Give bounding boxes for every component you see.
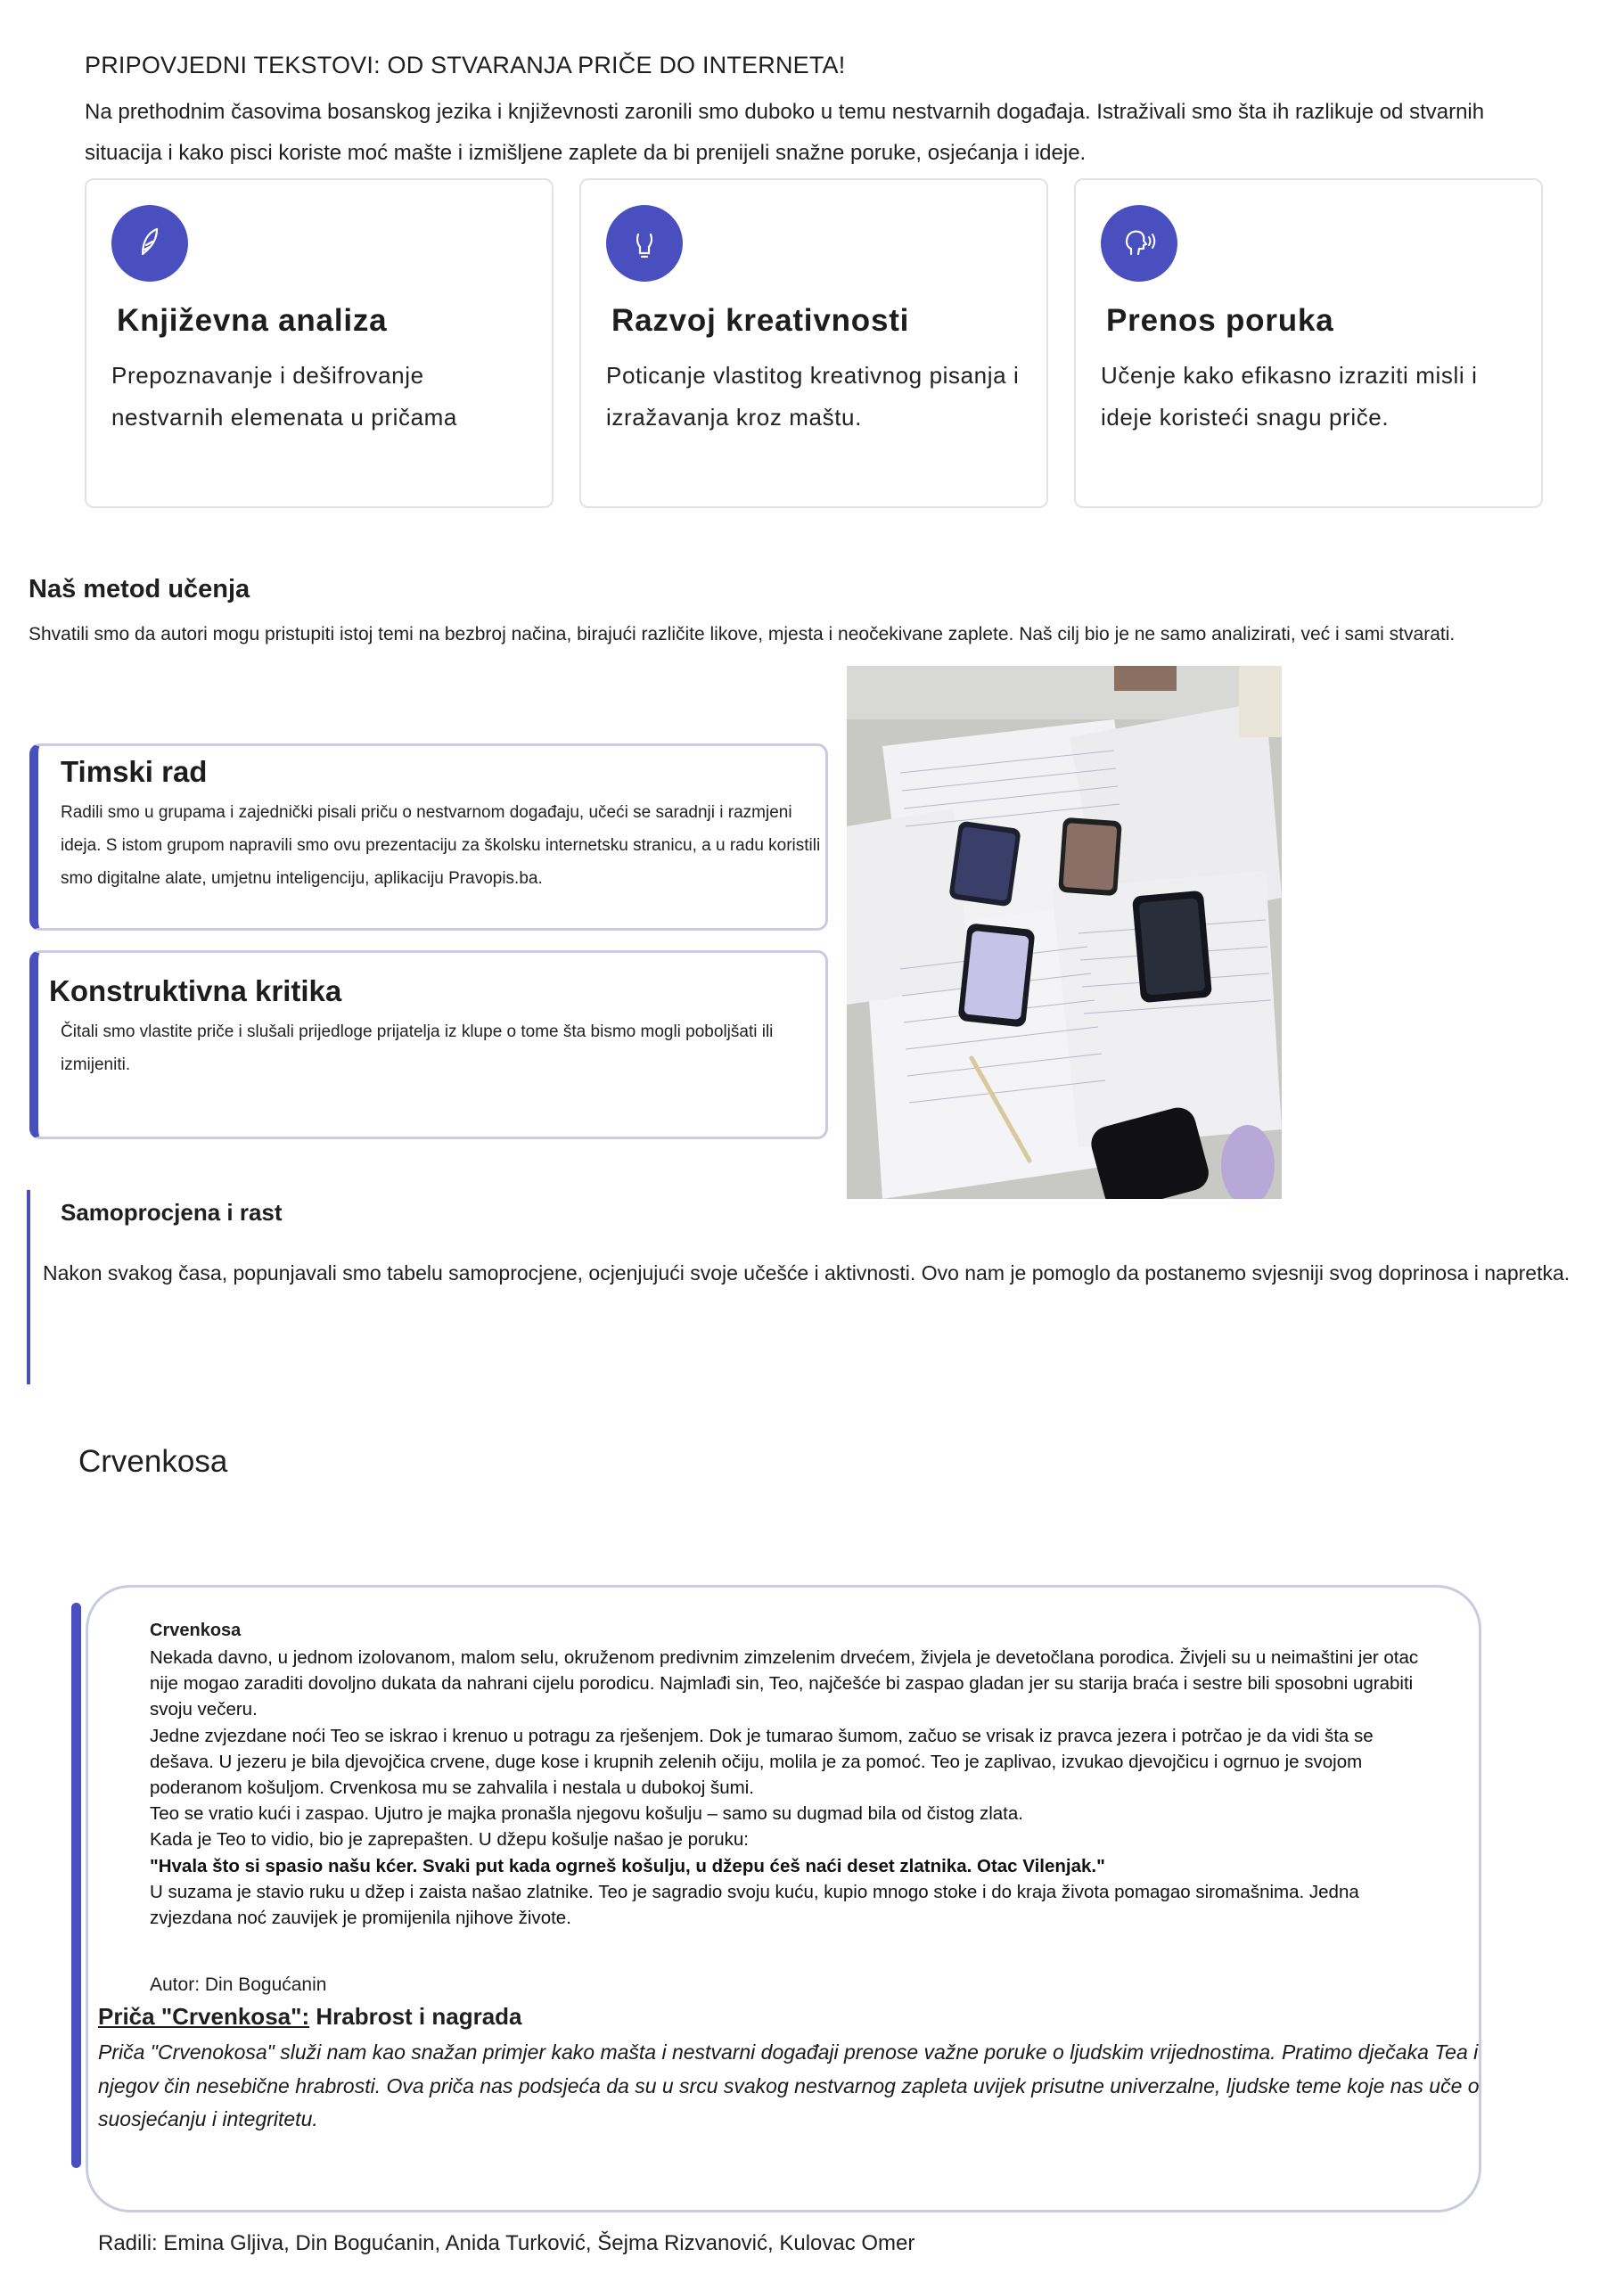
card-desc: Učenje kako efikasno izraziti misli i ideje koristeći snagu priče. (1101, 362, 1478, 431)
page-title: PRIPOVJEDNI TEKSTOVI: OD STVARANJA PRIČE DO INTERNETA! (85, 52, 846, 78)
card-desc: Prepoznavanje i dešifrovanje nestvarnih elemenata u pričama (111, 362, 457, 431)
story-paragraph: U suzama je stavio ruku u džep i zaista našao zlatnike. Teo je sagradio svoju kuću, kupio mnogo stoke i do kraja života pomagao siromašnima. Jedna zvjezdana noć zauvijek je promijenila njihove živote. (150, 1881, 1359, 1929)
method-desc: Shvatili smo da autori mogu pristupiti istoj temi na bezbroj načina, birajući različite likove, mjesta i neočekivane zaplete. Naš cilj bio je ne samo analizirati, već i sami stvarati. (29, 624, 1456, 644)
classroom-photo (847, 666, 1282, 1199)
speaking-head-icon (1101, 205, 1177, 282)
analysis-title-underlined: Priča "Crvenkosa": (98, 2003, 310, 2030)
card-desc: Poticanje vlastitog kreativnog pisanja i izražavanja kroz maštu. (606, 362, 1020, 431)
card-creativity (579, 178, 1048, 508)
story-quote: "Hvala što si spasio našu kćer. Svaki put kada ogrneš košulju, u džepu ćeš naći deset zlatnika. Otac Vilenjak." (150, 1855, 1105, 1876)
story-paragraph: Nekada davno, u jednom izolovanom, malom selu, okruženom predivnim zimzelenim drvećem, živjela je devetočlana porodica. Živjeli su u neimaštini jer otac nije mogao zaraditi dovoljno dukata da nahrani cijelu porodicu. Najmlađi sin, Teo, najčešće bi zaspao gladan jer su starija braća i sestre bili sposobni ugrabiti svoju večeru. (150, 1647, 1419, 1720)
method-card-teamwork (29, 743, 828, 931)
story-body (150, 1645, 1433, 1931)
self-assessment-title: Samoprocjena i rast (61, 1199, 283, 1226)
card-title: Književna analiza (117, 303, 388, 338)
card-title: Razvoj kreativnosti (611, 303, 910, 338)
story-heading: Crvenkosa (78, 1444, 228, 1479)
card-title: Prenos poruka (1106, 303, 1334, 338)
method-card-desc: Radili smo u grupama i zajednički pisali priču o nestvarnom događaju, učeći se saradnji i razmjeni ideja. S istom grupom napravili smo ovu prezentaciju za školsku internetsku stranicu, a u radu koristili smo digitalne alate, umjetnu inteligenciju, aplikaciju Pravopis.ba. (61, 803, 821, 888)
analysis-title-rest: Hrabrost i nagrada (309, 2003, 522, 2030)
method-card-title: Konstruktivna kritika (49, 974, 342, 1007)
lightbulb-icon (606, 205, 683, 282)
method-card-title: Timski rad (61, 755, 208, 788)
analysis-title (98, 2003, 522, 2031)
self-assessment-accent-bar (27, 1190, 30, 1384)
method-card-critique (29, 950, 828, 1139)
story-paragraph: Kada je Teo to vidio, bio je zaprepašten. U džepu košulje našao je poruku: (150, 1829, 750, 1851)
story-paragraph: Jedne zvjezdane noći Teo se iskrao i krenuo u potragu za rješenjem. Dok je tumarao šumom, začuo se vrisak iz pravca jezera i potrčao je da vidi šta se dešava. U jezeru je bila djevojčica crvene, duge kose i krupnih zelenih očiju, molila je za pomoć. Teo je zaplivao, izvukao djevojčicu i ogrnuo je svojom poderanom košuljom. Crvenkosa mu se zahvalila i nestala u dubokoj šumi. (150, 1725, 1374, 1799)
card-messages (1074, 178, 1543, 508)
method-title: Naš metod učenja (29, 575, 250, 603)
intro-text: Na prethodnim časovima bosanskog jezika i književnosti zaronili smo duboko u temu nestvarnih događaja. Istraživali smo šta ih razlikuje od stvarnih situacija i kako pisci koriste moć mašte i izmišljene zaplete da bi prenijeli snažne poruke, osjećanja i ideje. (85, 100, 1485, 165)
self-assessment-desc: Nakon svakog časa, popunjavali smo tabelu samoprocjene, ocjenjujući svoje učešće i aktivnosti. Ovo nam je pomoglo da postanemo svjesniji svog doprinosa i napretka. (43, 1261, 1571, 1285)
story-author: Autor: Din Bogućanin (150, 1974, 327, 1995)
card-literary-analysis (85, 178, 554, 508)
analysis-text: Priča "Crvenokosa" služi nam kao snažan primjer kako mašta i nestvarni događaji prenose važne poruke o ljudskim vrijednostima. Pratimo dječaka Tea i njegov čin nesebične hrabrosti. Ova priča nas podsjeća da su u srcu svakog nestvarnog zapleta uvijek prisutne univerzalne, ljudske teme koje nas uče o suosjećanju i integritetu. (98, 2040, 1480, 2130)
story-paragraph: Teo se vratio kući i zaspao. Ujutro je majka pronašla njegovu košulju – samo su dugmad bila od čistog zlata. (150, 1803, 1023, 1825)
method-card-desc: Čitali smo vlastite priče i slušali prijedloge prijatelja iz klupe o tome šta bismo mogli poboljšati ili izmijeniti. (61, 1022, 774, 1074)
feather-icon (111, 205, 188, 282)
credits: Radili: Emina Gljiva, Din Bogućanin, Anida Turković, Šejma Rizvanović, Kulovac Omer (98, 2231, 915, 2255)
story-title: Crvenkosa (150, 1621, 242, 1640)
story-accent-bar (71, 1603, 81, 2168)
